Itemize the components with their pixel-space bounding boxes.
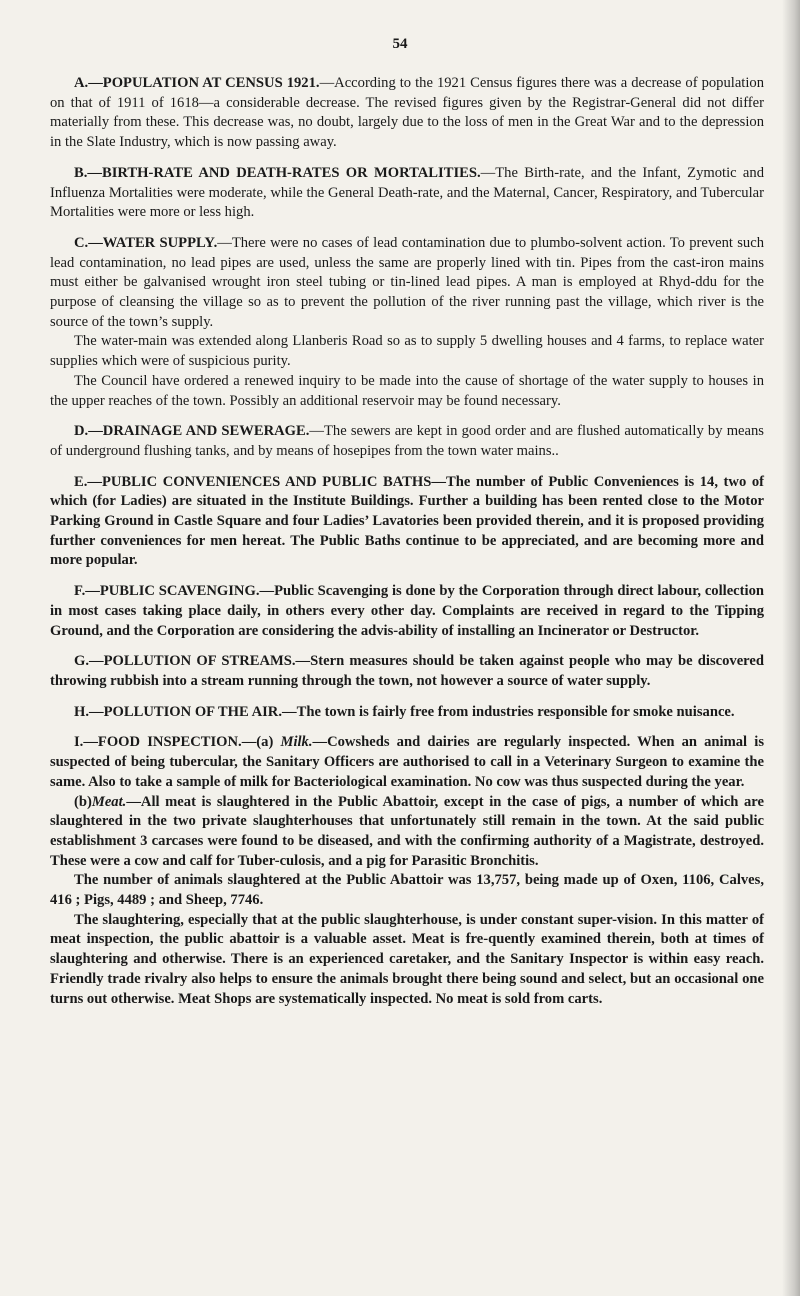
- section-i-milk-prefix: —(a): [241, 734, 281, 751]
- section-b-heading: B.—BIRTH-RATE AND DEATH-RATES OR MORTALITIES.: [74, 164, 481, 181]
- section-a-paragraph: [50, 74, 764, 153]
- section-e-public-conveniences: [50, 473, 764, 572]
- section-f-heading: F.—PUBLIC SCAVENGING.: [74, 583, 260, 600]
- page-edge-shadow: [782, 0, 800, 1296]
- section-a-heading: A.—POPULATION AT CENSUS 1921.: [74, 75, 320, 91]
- section-f-text: —Public Scavenging is done by the Corporation through direct labour, collection in most cases taking place daily, in others every other day. Complaints are received in regard to the Tipping Ground, and the Corporation are considering the advis-ability of installing an Incinerator or Destructor.: [50, 583, 764, 639]
- section-i-food-inspection: [50, 733, 764, 1009]
- section-h-pollution-air: [50, 703, 764, 723]
- section-i-slaughter-count-paragraph: The number of animals slaughtered at the Public Abattoir was 13,757, being made up of Oxen, 1106, Calves, 416 ; Pigs, 4489 ; and Sheep, 7746.: [50, 872, 764, 909]
- section-i-meat-prefix: (b): [74, 793, 92, 810]
- section-g-paragraph: [50, 652, 764, 691]
- page-number: 54: [392, 36, 408, 52]
- section-b-birth-death-rates: [50, 164, 764, 223]
- section-d-drainage: [50, 422, 764, 461]
- section-h-paragraph: [50, 703, 764, 723]
- section-i-meat-text: —All meat is slaughtered in the Public Abattoir, except in the case of pigs, a number of which are slaughtered in the two private slaughterhouses that unfortunately still remain in the town. At the said public establishment 3 carcases were found to be diseased, and with the confirming authority of a Magistrate, destroyed. These were a cow and calf for Tuber-culosis, and a pig for Parasitic Bronchitis.: [50, 793, 764, 869]
- section-i-meat-label: Meat.: [91, 793, 127, 810]
- section-c-water-supply: [50, 234, 764, 411]
- section-g-heading: G.—POLLUTION OF STREAMS.: [74, 653, 296, 670]
- section-c-paragraph-3: The Council have ordered a renewed inquiry to be made into the cause of shortage of the water supply to houses in the upper reaches of the town. Possibly an additional reservoir may be found necessary.: [50, 372, 764, 409]
- section-c-text-1: —There were no cases of lead contamination due to plumbo-solvent action. To prevent such lead contamination, no lead pipes are used, unless the same are properly lined with tin. Pipes from the cast-iron mains must either be galvanised wrought iron steel tubing or tin-lined lead pipes. A man is employed at Rhyd-ddu for the purpose of cleansing the village so as to prevent the pollution of the river running past the village, which river is the source of the town’s supply.: [50, 234, 765, 330]
- section-a-population: [50, 74, 764, 153]
- section-f-paragraph: [50, 582, 764, 641]
- section-h-text: —The town is fairly free from industries responsible for smoke nuisance.: [282, 703, 735, 720]
- section-e-paragraph: [50, 473, 764, 572]
- section-c-paragraph-1: [50, 234, 764, 333]
- section-i-milk-paragraph: [50, 733, 764, 792]
- section-h-heading: H.—POLLUTION OF THE AIR.: [74, 703, 282, 720]
- section-d-paragraph: [50, 422, 764, 461]
- section-i-meat-paragraph: [50, 793, 764, 872]
- section-e-text: —The number of Public Conveniences is 14, two of which (for Ladies) are situated in the Institute Buildings. Further a building has been rented close to the Motor Parking Ground in Castle Square and four Ladies’ Lavatories been provided therein, and it is proposed providing further conveniences for men hereat. The Public Baths continue to be appreciated, and are becoming more and more popular.: [50, 473, 764, 569]
- section-c-heading: C.—WATER SUPPLY.: [74, 234, 218, 251]
- section-b-text: —The Birth-rate, and the Infant, Zymotic and Influenza Mortalities were moderate, while the General Death-rate, and the Maternal, Cancer, Respiratory, and Tubercular Mortalities were more or less high.: [50, 164, 764, 221]
- section-i-slaughtering-paragraph: The slaughtering, especially that at the public slaughterhouse, is under constant super-vision. In this matter of meat inspection, the public abattoir is a valuable asset. Meat is fre-quently examined therein, both at times of slaughtering and otherwise. There is an experienced caretaker, and the Sanitary Inspector is within easy reach. Friendly trade rivalry also helps to ensure the animals brought there being sound and select, but an occasional one turns out otherwise. Meat Shops are systematically inspected. No meat is sold from carts.: [50, 911, 764, 1007]
- section-i-milk-text: —Cowsheds and dairies are regularly inspected. When an animal is suspected of being tubercular, the Sanitary Officers are authorised to call in a Veterinary Surgeon to examine the same. Also to take a sample of milk for Bacteriological examination. No cow was thus suspected during the year.: [50, 734, 764, 790]
- section-g-text: —Stern measures should be taken against people who may be discovered throwing rubbish into a stream running through the town, not however a source of water supply.: [50, 653, 764, 689]
- section-e-heading: E.—PUBLIC CONVENIENCES AND PUBLIC BATHS: [74, 473, 432, 490]
- section-c-paragraph-2: The water-main was extended along Llanberis Road so as to supply 5 dwelling houses and 4 farms, to replace water supplies which were of suspicious purity.: [50, 333, 764, 370]
- section-f-public-scavenging: [50, 582, 764, 641]
- section-a-text: —According to the 1921 Census figures there was a decrease of population on that of 1911 of 1618—a considerable decrease. The revised figures given by the Registrar-General did not differ materially from these. This decrease was, no doubt, largely due to the loss of men in the Great War and to the depression in the Slate Industry, which is now passing away.: [50, 75, 764, 151]
- section-b-paragraph: [50, 164, 764, 223]
- section-g-pollution-streams: [50, 652, 764, 691]
- section-d-heading: D.—DRAINAGE AND SEWERAGE.: [74, 423, 310, 440]
- section-d-text: —The sewers are kept in good order and are flushed automatically by means of underground flushing tanks, and by means of hosepipes from the town water mains..: [50, 423, 764, 459]
- section-i-heading: I.—FOOD INSPECTION.: [74, 734, 242, 751]
- document-body: [50, 74, 764, 1020]
- section-i-milk-label: Milk.: [280, 734, 313, 751]
